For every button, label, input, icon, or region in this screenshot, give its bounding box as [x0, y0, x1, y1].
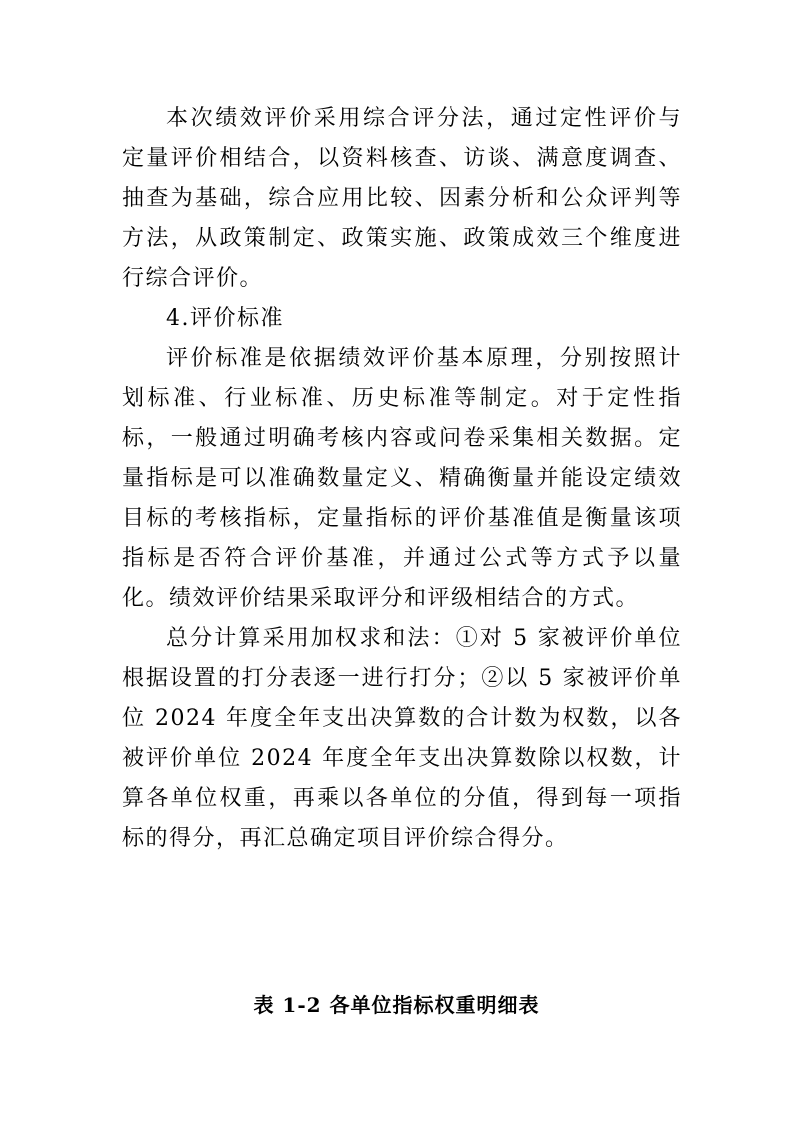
section-heading-evaluation-standard: 4.评价标准	[166, 306, 284, 331]
paragraph-evaluation-standard: 评价标准是依据绩效评价基本原理，分别按照计划标准、行业标准、历史标准等制定。对于定性指标，一般通过明确考核内容或问卷采集相关数据。定量指标是可以准确数量定义、精确衡量并能设定绩效目标的考核指标，定量指标的评价基准值是衡量该项指标是否符合评价基准，并通过公式等方式予以量化。绩效评价结果采取评分和评级相结合的方式。	[122, 346, 682, 611]
paragraph-evaluation-method: 本次绩效评价采用综合评分法，通过定性评价与定量评价相结合，以资料核查、访谈、满意度调查、抽查为基础，综合应用比较、因素分析和公众评判等方法，从政策制定、政策实施、政策成效三个维度进行综合评价。	[122, 106, 682, 291]
table-caption: 表 1-2 各单位指标权重明细表	[253, 993, 540, 1017]
body-text	[122, 99, 682, 859]
paragraph-score-calculation: 总分计算采用加权求和法：①对 5 家被评价单位根据设置的打分表逐一进行打分；②以 5 家被评价单位 2024 年度全年支出决算数的合计数为权数，以各被评价单位 2024 年度全年支出决算数除以权数，计算各单位权重，再乘以各单位的分值，得到每一项指标的得分，再汇总确定项目评价综合得分。	[122, 626, 682, 851]
